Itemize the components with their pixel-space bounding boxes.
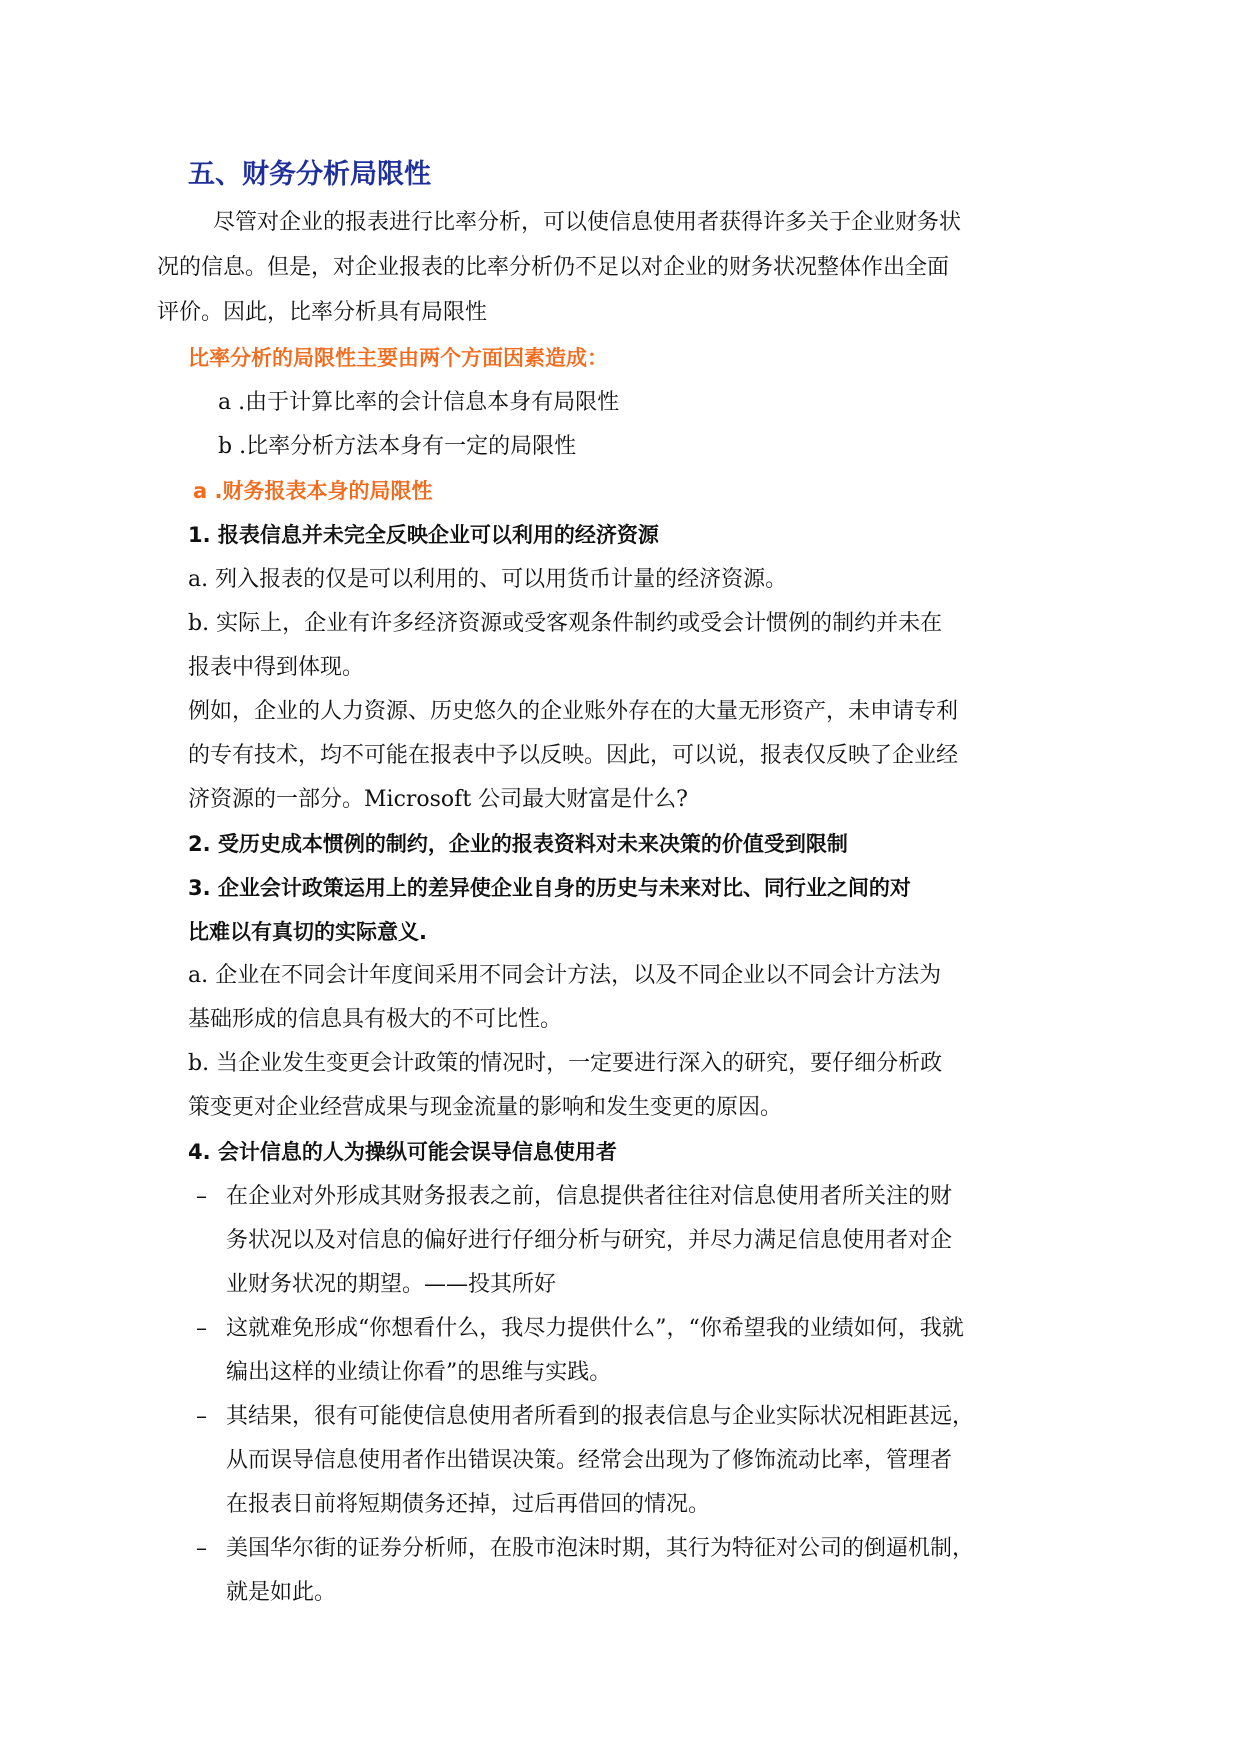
bullet-line: 编出这样的业绩让你看”的思维与实践。 bbox=[226, 1360, 612, 1385]
bullet-line: 业财务状况的期望。——投其所好 bbox=[226, 1272, 557, 1297]
bullet-line: 美国华尔街的证券分析师，在股市泡沫时期，其行为特征对公司的倒逼机制， bbox=[226, 1536, 975, 1561]
point3-heading: 比难以有真切的实际意义. bbox=[188, 920, 427, 944]
bullet-line: 这就难免形成“你想看什么，我尽力提供什么”，“你希望我的业绩如何，我就 bbox=[226, 1316, 964, 1341]
factors-heading: 比率分析的局限性主要由两个方面因素造成： bbox=[188, 346, 608, 370]
bullet-dash: – bbox=[196, 1316, 207, 1341]
body-line: 例如，企业的人力资源、历史悠久的企业账外存在的大量无形资产，未申请专利 bbox=[188, 699, 959, 724]
bullet-line: 务状况以及对信息的偏好进行仔细分析与研究，并尽力满足信息使用者对企 bbox=[226, 1228, 953, 1253]
body-line: 报表中得到体现。 bbox=[188, 655, 365, 680]
bullet-dash: – bbox=[196, 1536, 207, 1561]
body-line: 济资源的一部分。Microsoft 公司最大财富是什么? bbox=[188, 787, 688, 812]
point3-heading: 3. 企业会计政策运用上的差异使企业自身的历史与未来对比、同行业之间的对 bbox=[188, 876, 911, 900]
bullet-line: 在报表日前将短期债务还掉，过后再借回的情况。 bbox=[226, 1492, 711, 1517]
factor-item: b .比率分析方法本身有一定的局限性 bbox=[218, 434, 577, 459]
bullet-line: 在企业对外形成其财务报表之前，信息提供者往往对信息使用者所关注的财 bbox=[226, 1184, 953, 1209]
intro-line: 尽管对企业的报表进行比率分析，可以使信息使用者获得许多关于企业财务状 bbox=[213, 210, 962, 235]
intro-line: 评价。因此，比率分析具有局限性 bbox=[157, 300, 488, 325]
bullet-dash: – bbox=[196, 1184, 207, 1209]
body-line: 基础形成的信息具有极大的不可比性。 bbox=[188, 1007, 563, 1032]
bullet-dash: – bbox=[196, 1404, 207, 1429]
body-line: b. 当企业发生变更会计政策的情况时，一定要进行深入的研究，要仔细分析政 bbox=[188, 1051, 943, 1076]
point2-heading: 2. 受历史成本惯例的制约，企业的报表资料对未来决策的价值受到限制 bbox=[188, 832, 848, 856]
bullet-line: 就是如此。 bbox=[226, 1580, 337, 1605]
factor-item: a .由于计算比率的会计信息本身有局限性 bbox=[218, 390, 620, 415]
body-line: b. 实际上，企业有许多经济资源或受客观条件制约或受会计惯例的制约并未在 bbox=[188, 611, 943, 636]
bullet-line: 其结果，很有可能使信息使用者所看到的报表信息与企业实际状况相距甚远， bbox=[226, 1404, 975, 1429]
body-line: a. 列入报表的仅是可以利用的、可以用货币计量的经济资源。 bbox=[188, 567, 788, 592]
point4-heading: 4. 会计信息的人为操纵可能会误导信息使用者 bbox=[188, 1140, 617, 1164]
bullet-line: 从而误导信息使用者作出错误决策。经常会出现为了修饰流动比率，管理者 bbox=[226, 1448, 953, 1473]
body-line: 的专有技术，均不可能在报表中予以反映。因此，可以说，报表仅反映了企业经 bbox=[188, 743, 959, 768]
intro-line: 况的信息。但是，对企业报表的比率分析仍不足以对企业的财务状况整体作出全面 bbox=[157, 255, 950, 280]
section-a-heading: a .财务报表本身的局限性 bbox=[193, 479, 433, 503]
point1-heading: 1. 报表信息并未完全反映企业可以利用的经济资源 bbox=[188, 523, 659, 547]
page-title: 五、财务分析局限性 bbox=[188, 159, 431, 190]
body-line: a. 企业在不同会计年度间采用不同会计方法，以及不同企业以不同会计方法为 bbox=[188, 963, 942, 988]
body-line: 策变更对企业经营成果与现金流量的影响和发生变更的原因。 bbox=[188, 1095, 783, 1120]
